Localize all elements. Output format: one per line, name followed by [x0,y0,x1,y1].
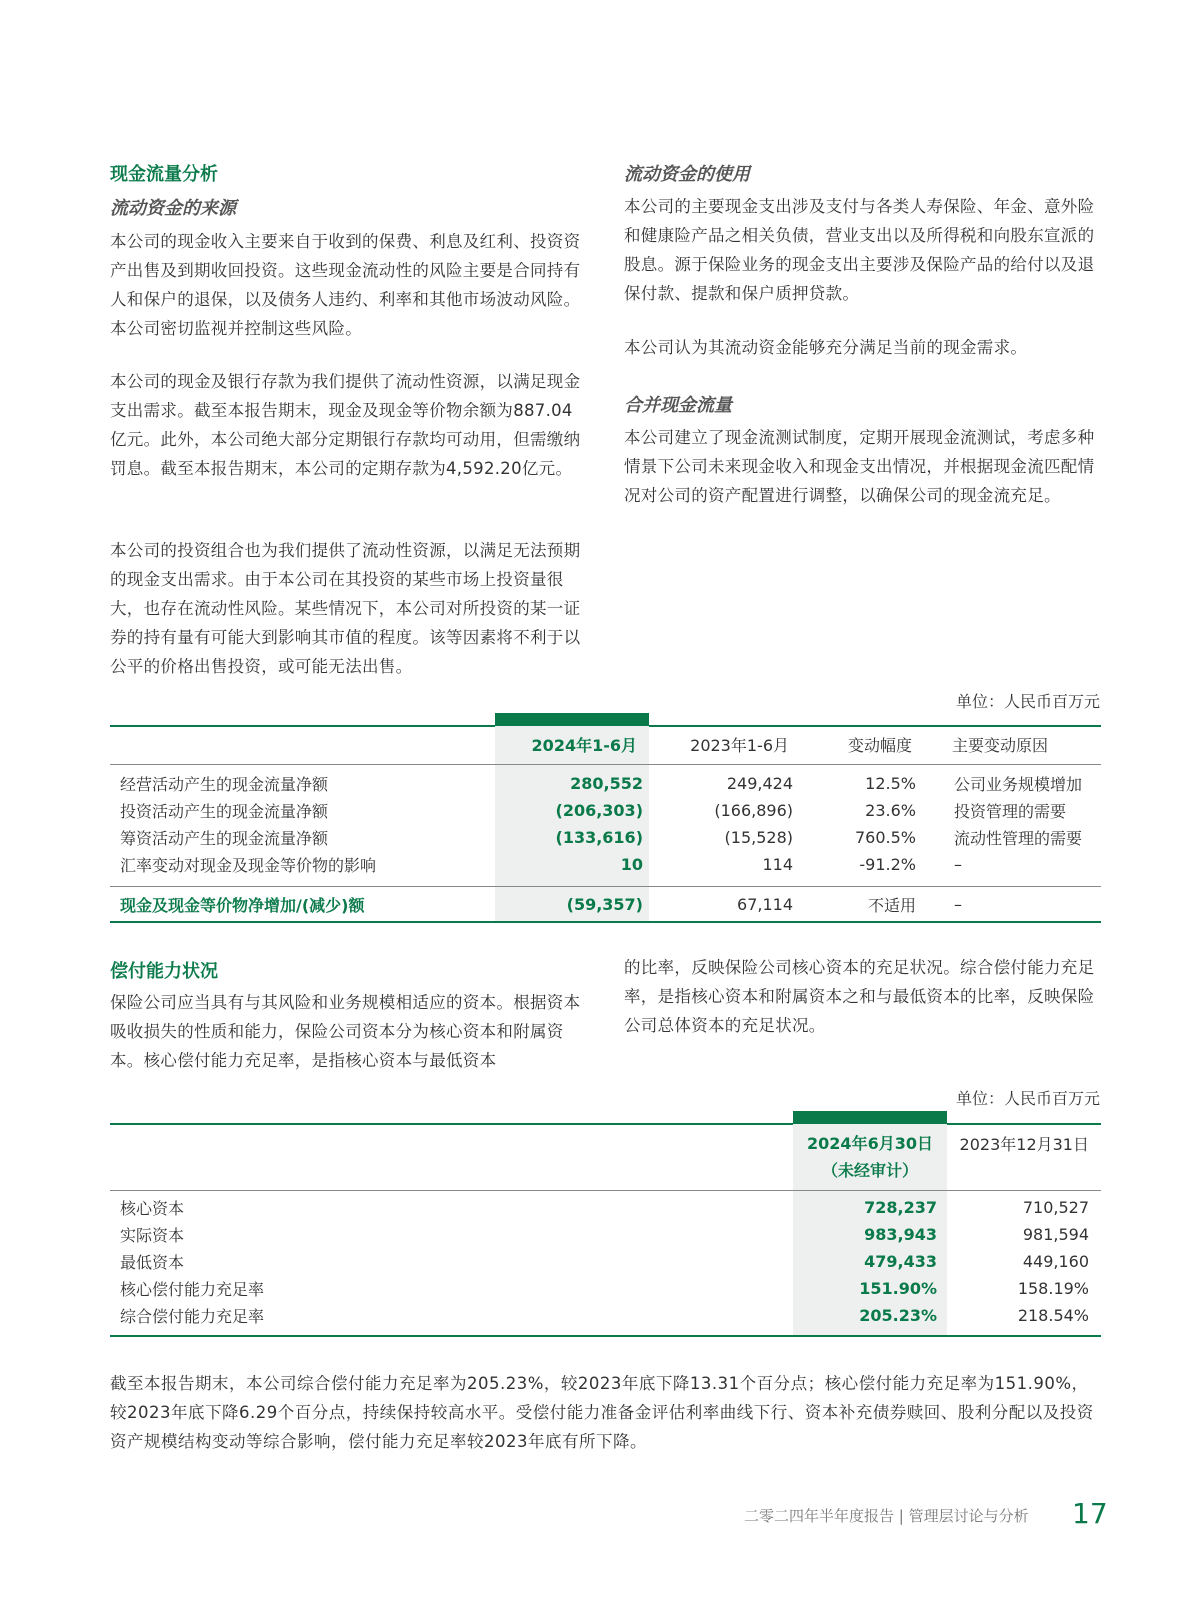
row-prior: (166,896) [714,801,793,820]
uses-paragraph-2: 本公司认为其流动资金能够充分满足当前的现金需求。 [624,338,1028,357]
header-prior-date: 2023年12月31日 [959,1135,1089,1154]
header-current-period: 2024年1-6月 [495,726,649,764]
row-current: 205.23% [793,1302,947,1329]
row-current: 151.90% [793,1275,947,1302]
closing-paragraph: 截至本报告期末，本公司综合偿付能力充足率为205.23%，较2023年底下降13.31个百分点；核心偿付能力充足率为151.90%，较2023年底下降6.29个百分点，持续保持较高水平。受偿付能力准备金评估利率曲线下行、资本补充债券赎回、股利分配以及投资资产规模结构变动等综合影响，偿付能力充足率较2023年底有所下降。 [110,1374,1094,1451]
table-bottom-rule [110,1335,1101,1337]
header-prior-period: 2023年1-6月 [690,736,789,756]
header-reason: 主要变动原因 [952,736,1049,756]
solvency-paragraph-left: 保险公司应当具有与其风险和业务规模相适应的资本。根据资本吸收损失的性质和能力，保险公司资本分为核心资本和附属资本。核心偿付能力充足率，是指核心资本与最低资本 [110,993,581,1070]
row-prior: 114 [762,855,793,874]
row-label: 投资活动产生的现金流量净额 [120,802,329,821]
solvency-paragraph-right: 的比率，反映保险公司核心资本的充足状况。综合偿付能力充足率，是指核心资本和附属资本之和与最低资本的比率，反映保险公司总体资本的充足状况。 [624,958,1095,1035]
table-row [110,1248,1101,1275]
row-current: (133,616) [495,824,649,851]
table-row [110,770,1101,797]
table-header-row [110,726,1101,764]
cashflow-table [110,726,1101,923]
total-label: 现金及现金等价物净增加/(减少)额 [120,896,365,916]
sources-subtitle: 流动资金的来源 [110,198,236,219]
table-header-row [110,1124,1101,1190]
row-reason: 流动性管理的需要 [954,829,1083,848]
total-prior: 67,114 [737,895,793,915]
row-label: 筹资活动产生的现金流量净额 [120,829,329,848]
total-reason: – [954,895,962,915]
row-label: 核心偿付能力充足率 [120,1280,265,1299]
row-label: 汇率变动对现金及现金等价物的影响 [120,856,377,875]
row-reason: 公司业务规模增加 [954,775,1083,794]
uses-subtitle: 流动资金的使用 [624,164,750,185]
row-change: 12.5% [865,774,916,793]
consolidated-subtitle: 合并现金流量 [624,395,732,416]
sources-paragraph-3: 本公司的投资组合也为我们提供了流动性资源，以满足无法预期的现金支出需求。由于本公司在其投资的某些市场上投资量很大，也存在流动性风险。某些情况下，本公司对所投资的某一证券的持有量有可能大到影响其市值的程度。该等因素将不利于以公平的价格出售投资，或可能无法出售。 [110,541,581,676]
table-row [110,1302,1101,1329]
header-label-blank [110,726,495,764]
page-number: 17 [1072,1497,1108,1530]
row-change: 760.5% [854,828,916,847]
highlight-column-tab [793,1111,947,1123]
row-label: 综合偿付能力充足率 [120,1307,265,1326]
solvency-unit-label: 单位：人民币百万元 [955,1089,1100,1108]
row-reason: 投资管理的需要 [954,802,1067,821]
header-change: 变动幅度 [847,736,912,756]
row-prior: 218.54% [1017,1306,1089,1325]
row-current: 10 [495,851,649,878]
row-current: 280,552 [495,770,649,797]
table-bottom-rule [110,921,1101,923]
row-change: 23.6% [865,801,916,820]
row-current: 983,943 [793,1221,947,1248]
consolidated-paragraph: 本公司建立了现金流测试制度，定期开展现金流测试，考虑多种情景下公司未来现金收入和现金支出情况，并根据现金流匹配情况对公司的资产配置进行调整，以确保公司的现金流充足。 [624,428,1095,505]
table-row [110,1221,1101,1248]
uses-paragraph-1: 本公司的主要现金支出涉及支付与各类人寿保险、年金、意外险和健康险产品之相关负债，营业支出以及所得税和向股东宣派的股息。源于保险业务的现金支出主要涉及保险产品的给付以及退保付款、提款和保户质押贷款。 [624,197,1095,303]
table-row [110,1275,1101,1302]
solvency-title: 偿付能力状况 [110,961,218,982]
row-label: 经营活动产生的现金流量净额 [120,775,329,794]
total-change: 不适用 [867,896,916,916]
row-current: (206,303) [495,797,649,824]
cashflow-title: 现金流量分析 [110,164,218,185]
header-current-date-line2: （未经审计） [821,1160,918,1180]
table-row [110,1194,1101,1221]
table-row [110,824,1101,851]
total-current: (59,357) [495,886,649,923]
row-label: 最低资本 [120,1253,185,1272]
table-row [110,851,1101,878]
row-prior: 981,594 [1022,1225,1089,1244]
row-current: 479,433 [793,1248,947,1275]
row-change: -91.2% [859,855,916,874]
cashflow-unit-label: 单位：人民币百万元 [955,692,1100,711]
sources-paragraph-1: 本公司的现金收入主要来自于收到的保费、利息及红利、投资资产出售及到期收回投资。这些现金流动性的风险主要是合同持有人和保户的退保，以及债务人违约、利率和其他市场波动风险。本公司密切监视并控制这些风险。 [110,232,581,338]
footer-text: 二零二四年半年度报告 | 管理层讨论与分析 [744,1507,1029,1525]
highlight-column-tab [495,713,649,725]
row-prior: (15,528) [724,828,793,847]
row-prior: 710,527 [1022,1198,1089,1217]
row-prior: 249,424 [726,774,793,793]
row-prior: 158.19% [1017,1279,1089,1298]
row-reason: – [954,855,962,874]
table-total-row [110,886,1101,923]
row-prior: 449,160 [1022,1252,1089,1271]
row-current: 728,237 [793,1194,947,1221]
row-label: 核心资本 [120,1199,185,1218]
header-current-date-line1: 2024年6月30日 [807,1133,933,1153]
row-label: 实际资本 [120,1226,185,1245]
header-current-date [793,1124,947,1190]
sources-paragraph-2: 本公司的现金及银行存款为我们提供了流动性资源，以满足现金支出需求。截至本报告期末，现金及现金等价物余额为887.04亿元。此外，本公司绝大部分定期银行存款均可动用，但需缴纳罚息。截至本报告期末，本公司的定期存款为4,592.20亿元。 [110,372,581,478]
table-row [110,797,1101,824]
solvency-table [110,1124,1101,1335]
